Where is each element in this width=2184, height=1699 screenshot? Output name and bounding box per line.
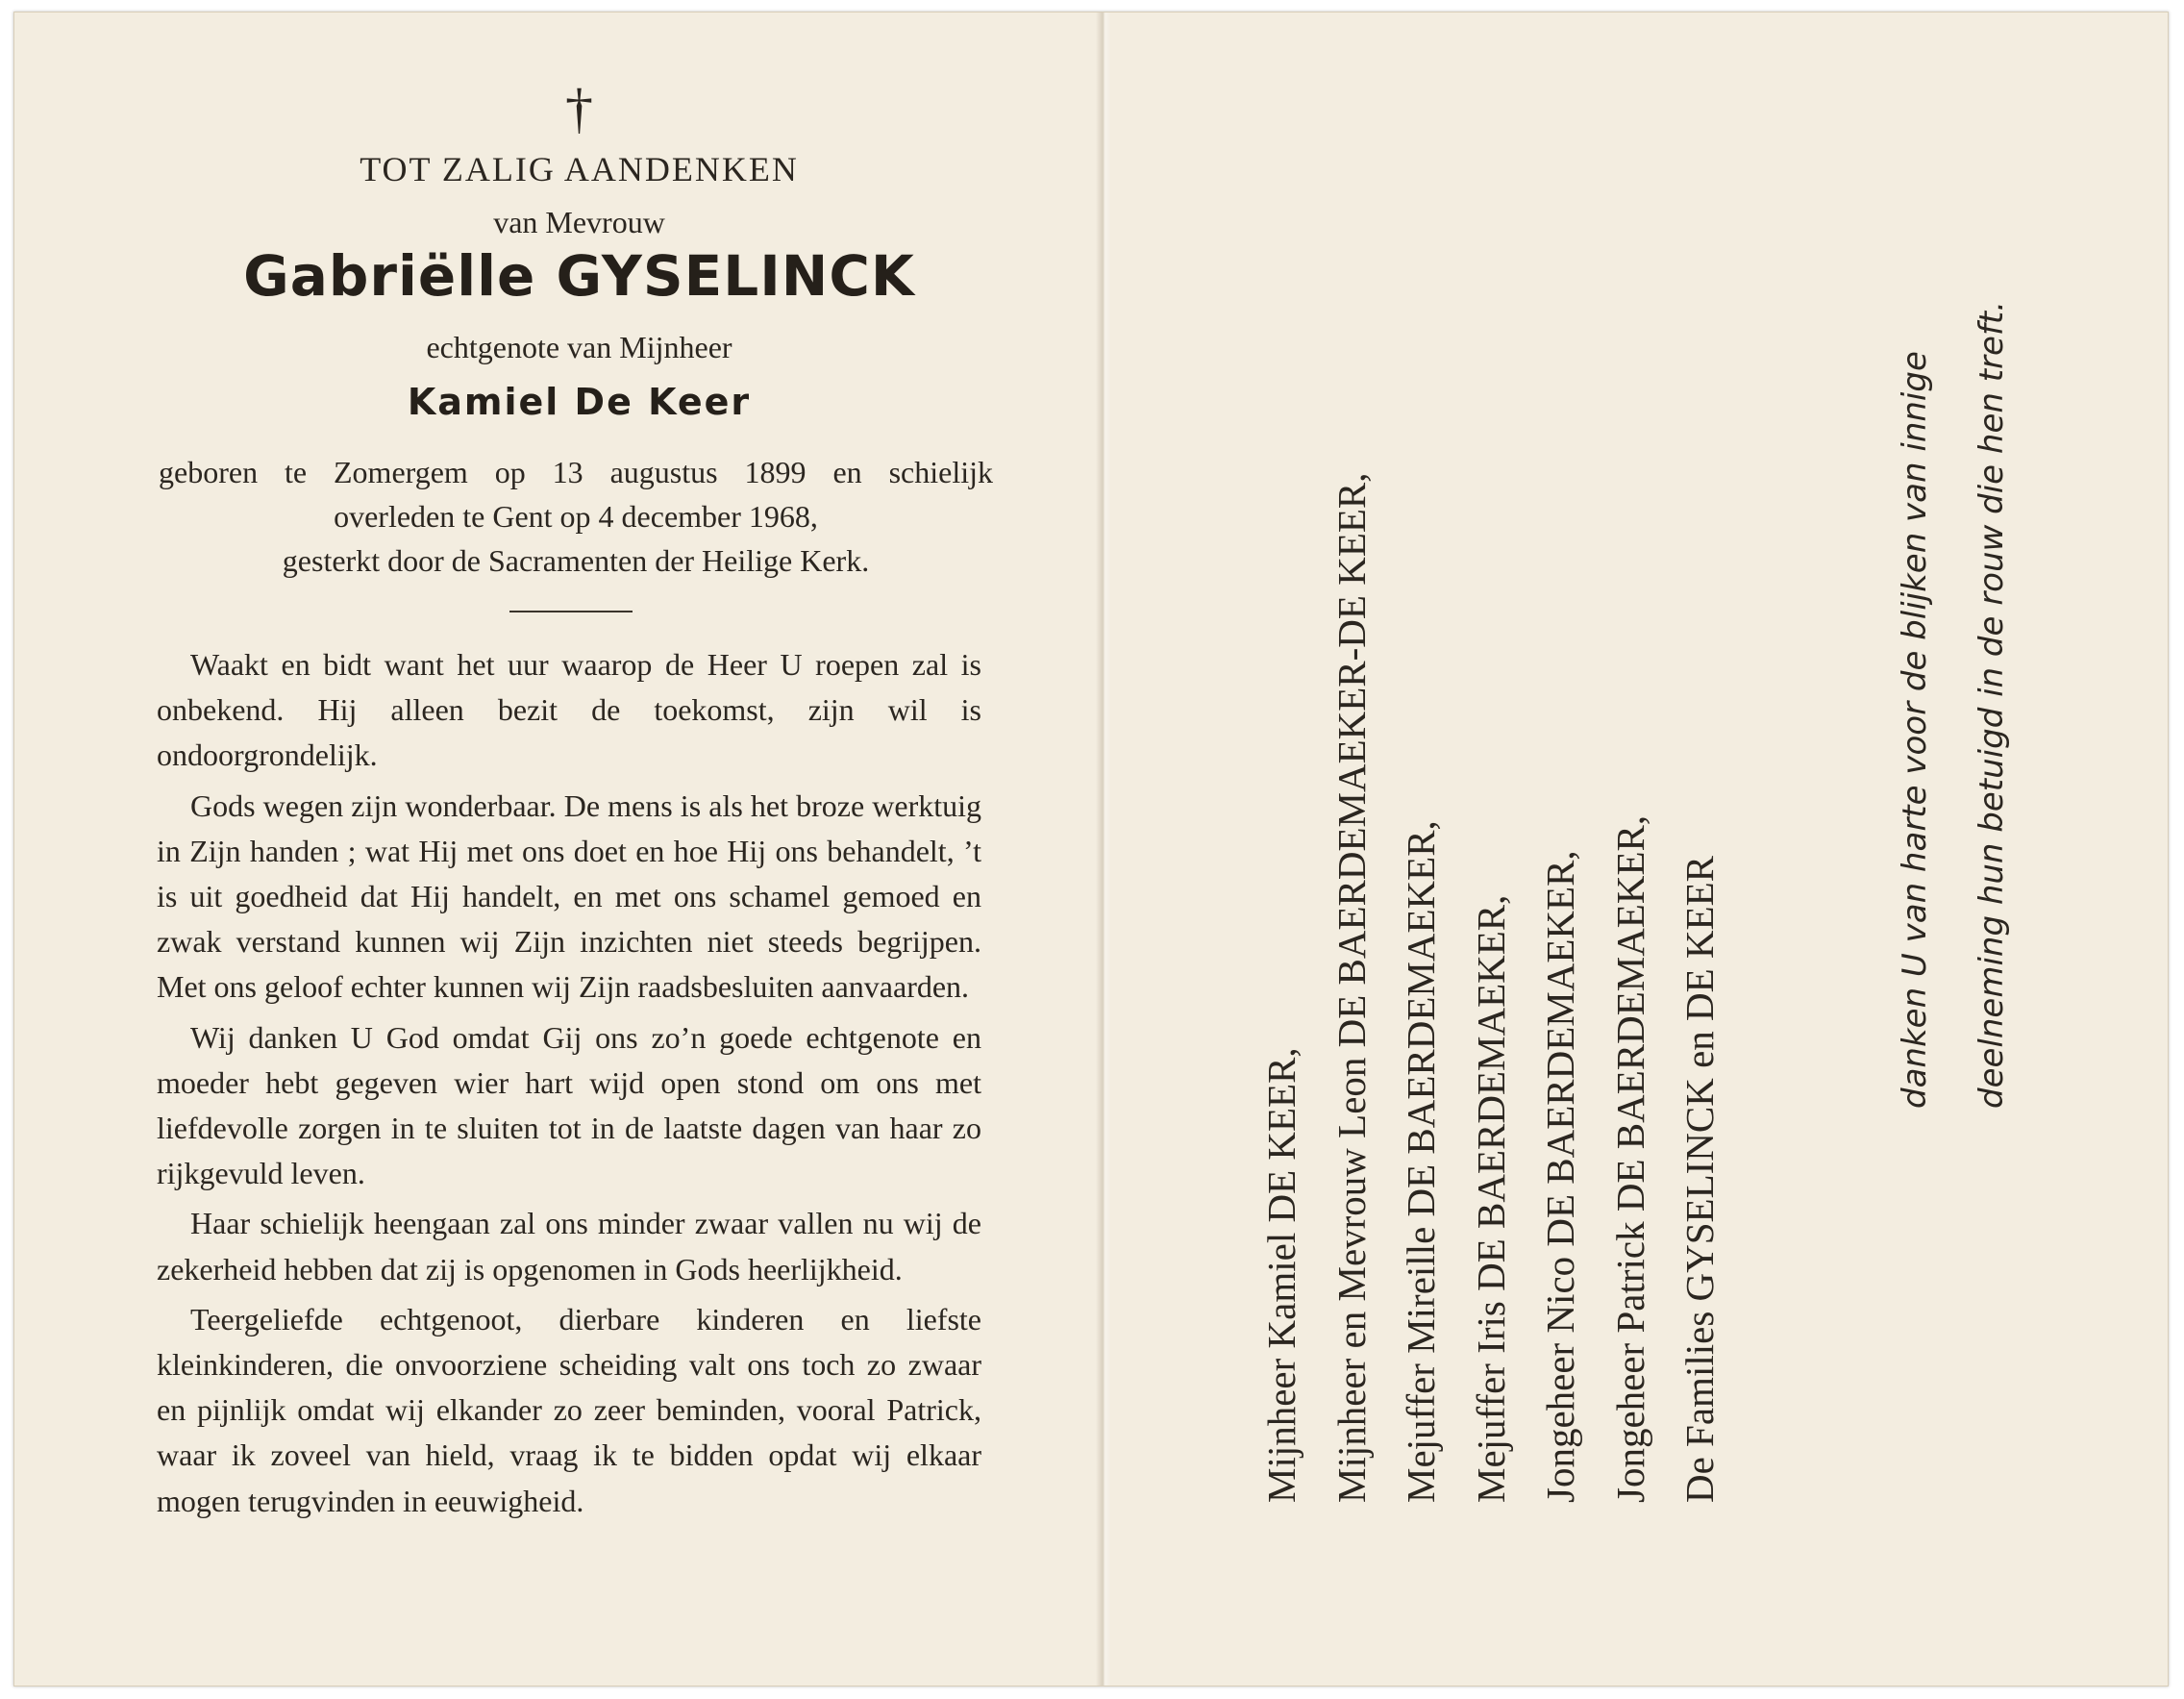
family-member: Mijnheer Kamiel DE KEER, xyxy=(1259,1047,1303,1503)
memorial-card xyxy=(13,12,2169,1687)
thanks-message xyxy=(1876,147,2030,1109)
family-member: Mejuffer Mireille DE BAERDEMAEKER, xyxy=(1399,820,1443,1503)
paragraph: Waakt en bidt want het uur waarop de Heer U roepen zal is onbekend. Hij alleen bezit de toekomst, zijn wil is ondoorgrondelijk. xyxy=(157,647,981,773)
bio-line-2: overleden te Gent op 4 december 1968, xyxy=(334,499,818,534)
paragraph: Haar schielijk heengaan zal ons minder zwaar vallen nu wij de zekerheid hebben dat zij is opgenomen in Gods heerlijkheid. xyxy=(157,1206,981,1287)
paragraph: Gods wegen zijn wonderbaar. De mens is als het broze werktuig in Zijn handen ; wat Hij met ons doet en hoe Hij ons behandelt, ’t is uit goedheid dat Hij handelt, en met ons schamel gemoed en zwak verstand kunnen wij Zijn inzichten niet steeds begrijpen. Met ons geloof echter kunnen wij Zijn raadsbesluiten aanvaarden. xyxy=(157,787,981,1005)
family-member: Jongeheer Nico DE BAERDEMAEKER, xyxy=(1538,850,1582,1503)
of-mrs: van Mevrouw xyxy=(493,205,665,239)
cross-symbol: † xyxy=(565,77,593,139)
card-fold xyxy=(1096,12,1111,1686)
family-list xyxy=(1247,137,1735,1503)
family-member: De Families GYSELINCK en DE KEER xyxy=(1677,856,1722,1503)
memorial-text xyxy=(157,642,981,1524)
thanks-line-1: danken U van harte voor de blijken van innige xyxy=(1896,351,1934,1109)
family-member: Mejuffer Iris DE BAERDEMAEKER, xyxy=(1468,894,1513,1503)
deceased-name: Gabriëlle GYSELINCK xyxy=(243,243,915,309)
bio-line-1: geboren te Zomergem op 13 augustus 1899 en schielijk xyxy=(159,455,993,489)
heading: TOT ZALIG AANDENKEN xyxy=(360,150,799,188)
divider-rule xyxy=(509,611,633,612)
paragraph: Teergeliefde echtgenoot, dierbare kinderen en liefste kleinkinderen, die onvoorziene scheiding valt ons toch zo zwaar en pijnlijk omdat wij elkander zo zeer beminden, vooral Patrick, waar ik zoveel van hield, vraag ik te bidden opdat wij elkaar mogen terugvinden in eeuwigheid. xyxy=(157,1301,981,1518)
spouse-name: Kamiel De Keer xyxy=(407,381,752,423)
bio-line-3: gesterkt door de Sacramenten der Heilige Kerk. xyxy=(282,543,870,578)
family-member: Jongeheer Patrick DE BAERDEMAEKER, xyxy=(1607,814,1652,1503)
paragraph: Wij danken U God omdat Gij ons zo’n goede echtgenote en moeder hebt gegeven wier hart wijd open stond om ons met liefdevolle zorgen in te sluiten tot in de laatste dagen van haar zo rijkgevuld leven. xyxy=(157,1019,981,1191)
family-member: Mijnheer en Mevrouw Leon DE BAERDEMAEKER-DE KEER, xyxy=(1328,472,1374,1503)
thanks-line-2: deelneming hun betuigd in de rouw die hen treft. xyxy=(1973,300,2011,1109)
left-panel xyxy=(14,12,1096,1686)
spouse-intro: echtgenote van Mijnheer xyxy=(426,330,732,364)
